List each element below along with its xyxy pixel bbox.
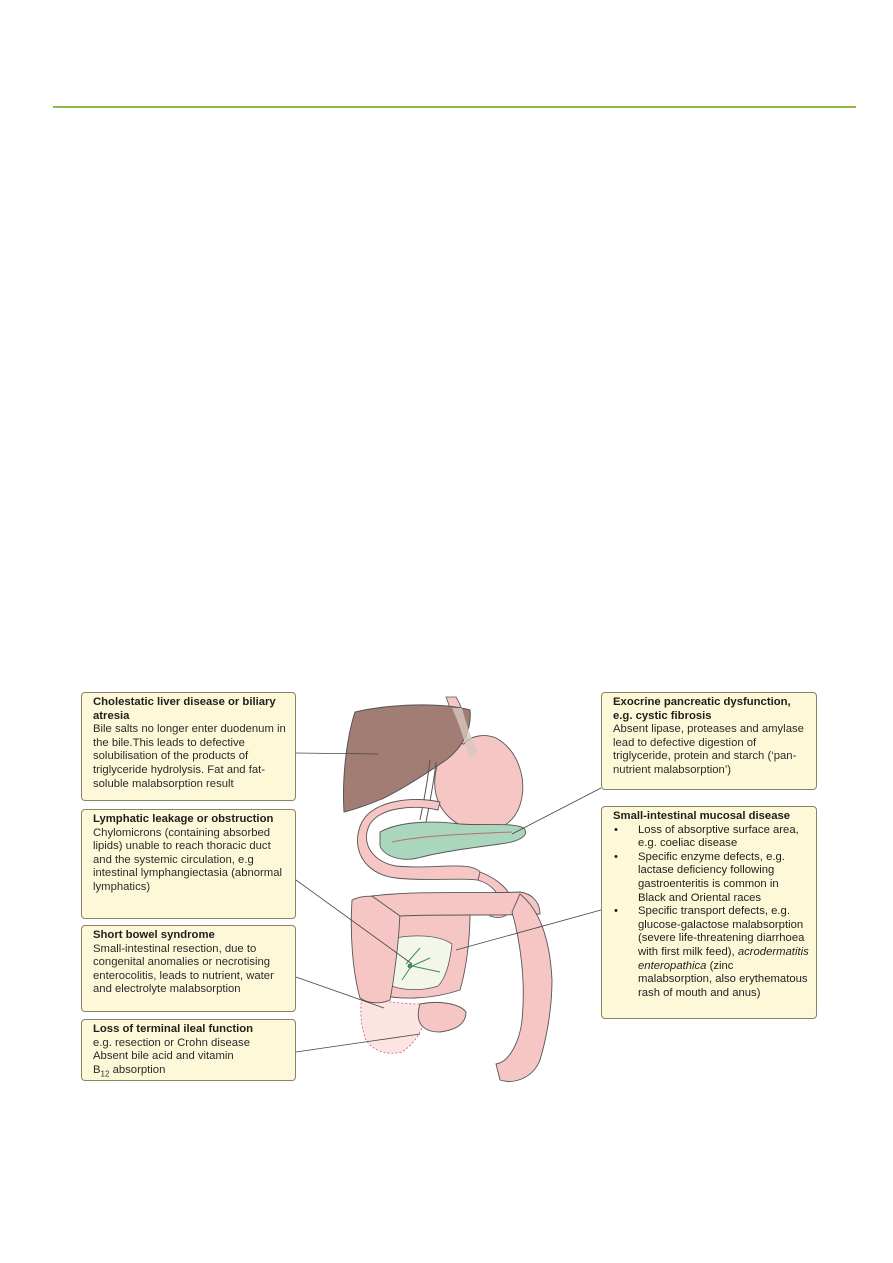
pancreatic-body: Absent lipase, proteases and amylase lead to defective digestion of triglyceride, protein and starch (‘pan-nutrient malabsorption’) <box>613 723 804 776</box>
mucosal-list <box>613 824 809 1001</box>
pancreatic-title: Exocrine pancreatic dysfunction, e.g. cystic fibrosis <box>613 696 791 722</box>
b12-subscript: 12 <box>100 1069 110 1079</box>
mucosal-item-3-italic: acrodermatitis enteropathica <box>638 945 809 972</box>
ileal-line2: Absent bile acid and vitamin <box>93 1050 234 1063</box>
leader-pancreatic <box>512 788 601 834</box>
short-bowel-box <box>81 925 296 1012</box>
mucosal-item-1: • Loss of absorptive surface area, e.g. coeliac disease <box>613 824 809 851</box>
cholestatic-title: Cholestatic liver disease or biliary atresia <box>93 696 276 722</box>
b12-suffix: absorption <box>109 1063 166 1076</box>
mucosal-item-3-text-a: Specific transport defects, e.g. glucose-galactose malabsorption (severe life-threatening diarrhoea with first milk feed), <box>638 905 805 958</box>
ileal-line3 <box>93 1064 288 1081</box>
short-bowel-body: Small-intestinal resection, due to congenital anomalies or necrotising enterocolitis, leads to nutrient, water and electrolyte malabsorption <box>93 942 274 996</box>
mucosal-title: Small-intestinal mucosal disease <box>613 810 791 822</box>
descending-colon <box>496 894 552 1081</box>
ileal-line1: e.g. resection or Crohn disease <box>93 1036 250 1049</box>
b12-prefix: B <box>93 1063 101 1076</box>
short-bowel-title: Short bowel syndrome <box>93 929 215 941</box>
resected-ileum <box>361 996 424 1053</box>
lymph-node <box>408 964 413 969</box>
cholestatic-box <box>81 692 296 801</box>
mucosal-item-3-text-b: (zinc malabsorption, also erythematous rash of mouth and anus) <box>638 959 808 999</box>
pancreas <box>380 822 526 859</box>
cholestatic-body: Bile salts no longer enter duodenum in the bile.This leads to defective solubilisation of the products of triglyceride hydrolysis. Fat and fat-soluble malabsorption result <box>93 723 286 790</box>
mucosal-item-2: • Specific enzyme defects, e.g. lactase deficiency following gastroenteritis is common in Black and Oriental races <box>613 851 809 905</box>
mucosal-box <box>601 806 817 1019</box>
lymphatic-box <box>81 809 296 919</box>
mucosal-item-3 <box>613 905 809 1000</box>
lymphatic-body: Chylomicrons (containing absorbed lipids) unable to reach thoracic duct and the systemic circulation, e.g intestinal lymphangiectasia (abnormal lymphatics) <box>93 826 283 893</box>
lymphatic-title: Lymphatic leakage or obstruction <box>93 813 274 825</box>
pancreatic-box <box>601 692 817 790</box>
ileum <box>418 1002 466 1032</box>
ileal-box <box>81 1019 296 1081</box>
ileal-title: Loss of terminal ileal function <box>93 1023 254 1035</box>
ascending-colon <box>351 896 400 1003</box>
